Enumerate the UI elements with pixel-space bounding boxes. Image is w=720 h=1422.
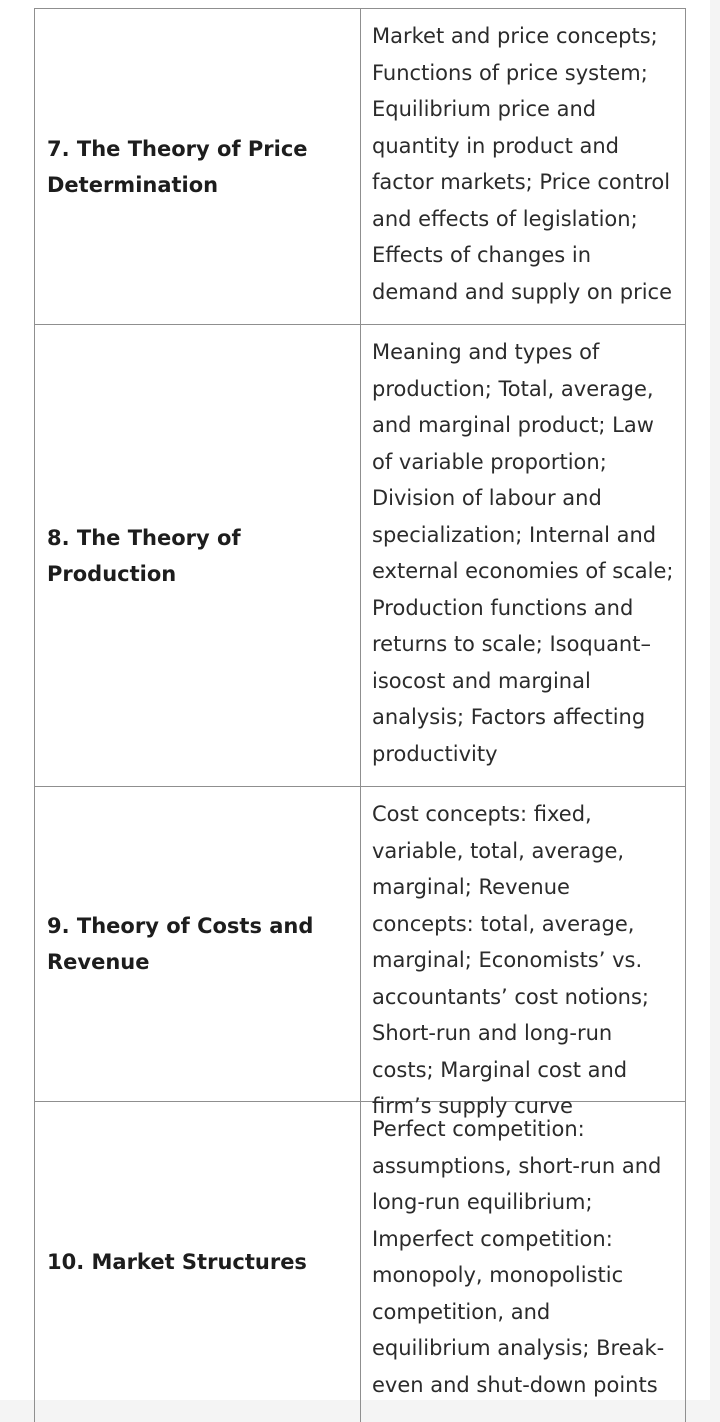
content-cell: Cost concepts: fixed, variable, total, average, marginal; Revenue concepts: total, average, marginal; Economists’ vs. accountants’ cost notions; Short-run and long-run costs; Marginal cost and firm’s supply curve (372, 802, 650, 1118)
table-row (34, 1102, 686, 1422)
content-cell: Perfect competition: assumptions, short-run and long-run equilibrium; Imperfect competition: monopoly, monopolistic competition, and equilibrium analysis; Break-even and shut-down points (372, 1117, 665, 1397)
content-cell: Market and price concepts; Functions of price system; Equilibrium price and quantity in product and factor markets; Price control and effects of legislation; Effects of changes in demand and supply on price (372, 24, 673, 304)
content-cell: Meaning and types of production; Total, average, and marginal product; Law of variable proportion; Division of labour and specialization; Internal and external economies of scale; Production functions and returns to scale; Isoquant–isocost and marginal analysis; Factors affecting productivity (372, 340, 674, 766)
table-row (34, 325, 686, 787)
table-row (34, 9, 686, 325)
topic-cell: 8. The Theory of Production (35, 325, 361, 786)
syllabus-table (34, 8, 686, 1422)
topic-cell: 10. Market Structures (35, 1102, 361, 1422)
table-row (34, 787, 686, 1118)
topic-cell: 7. The Theory of Price Determination (35, 9, 361, 324)
topic-cell: 9. Theory of Costs and Revenue (35, 787, 361, 1101)
